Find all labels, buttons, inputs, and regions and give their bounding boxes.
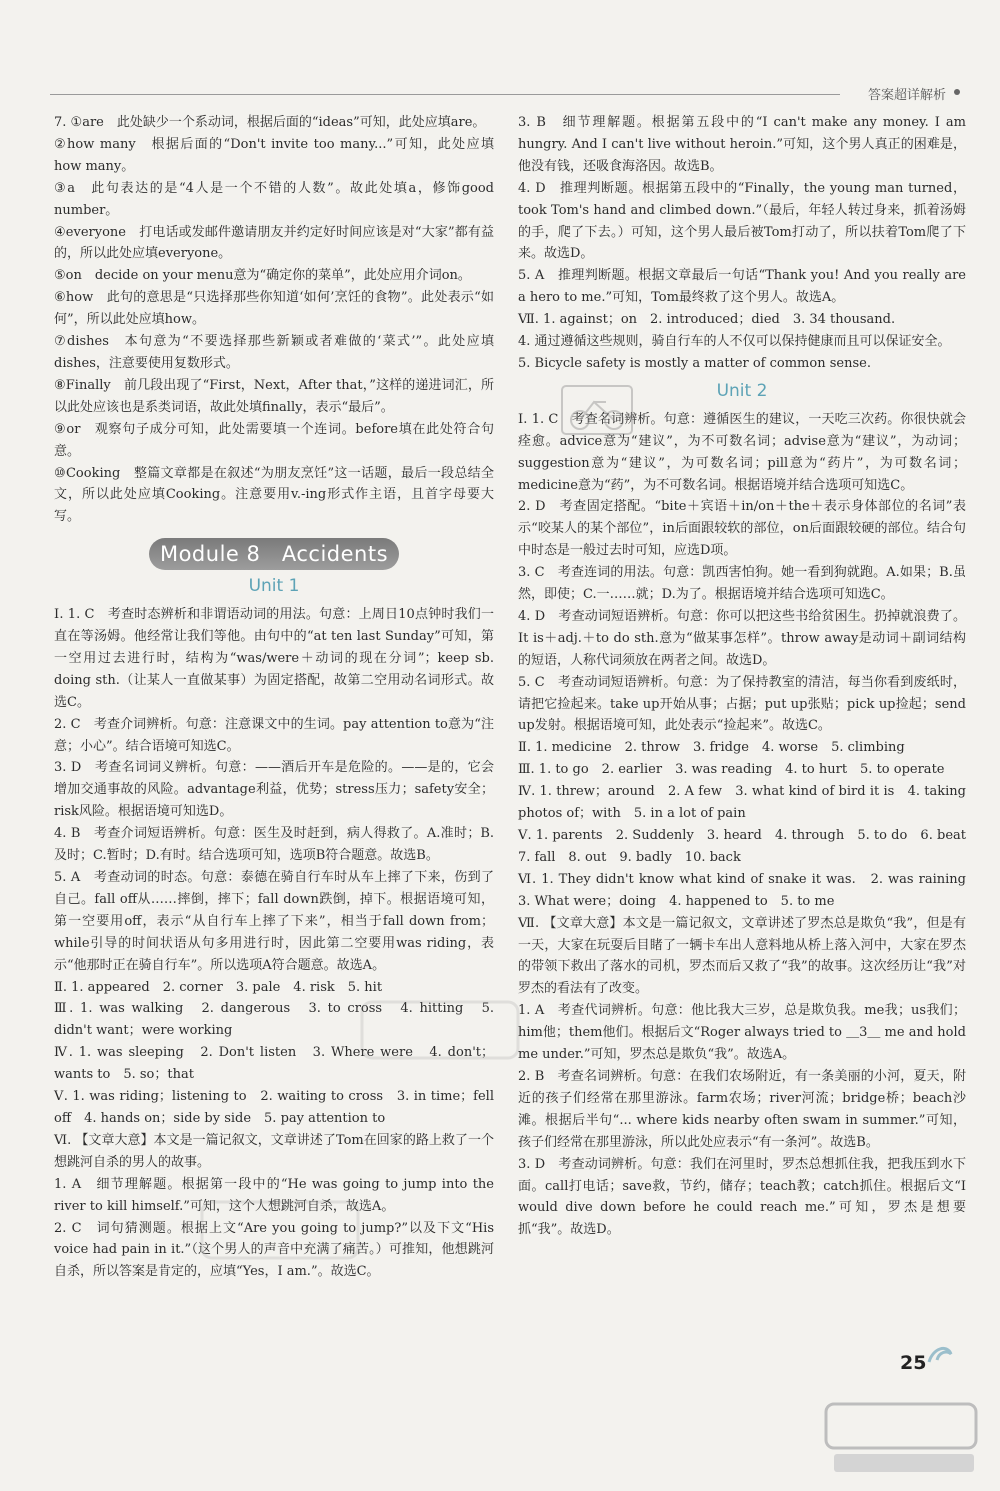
answer-paragraph: 5. Bicycle safety is mostly a matter of common sense.	[518, 355, 871, 371]
answer-paragraph: Ⅱ. 1. medicine 2. throw 3. fridge 4. worse 5. climbing	[518, 740, 905, 756]
answer-paragraph: ⑦dishes 本句意为“不要选择那些新颖或者难做的‘菜式’”。此处应填dishes，注意要使用复数形式。	[54, 334, 494, 371]
header-rule	[50, 94, 840, 95]
answer-paragraph: Ⅲ. 1. to go 2. earlier 3. was reading 4. to hurt 5. to operate	[518, 762, 945, 778]
answer-paragraph: Ⅶ. 1. against；on 2. introduced；died 3. 34 thousand.	[518, 312, 896, 328]
header-dot	[954, 89, 960, 95]
left-column	[54, 112, 494, 1283]
answer-paragraph: 3. D 考查名词词义辨析。句意：——酒后开车是危险的。——是的，它会增加交通事故的风险。advantage利益，优势；stress压力；safety安全；risk风险。根据语境可知选D。	[54, 760, 494, 820]
answer-paragraph: ③a 此句表达的是“4人是一个不错的人数”。故此处填a，修饰good number。	[54, 180, 494, 218]
watermark-stamp-icon	[360, 1000, 520, 1060]
decorative-swirl-icon	[925, 1340, 955, 1370]
answer-paragraph: 4. B 考查介词短语辨析。句意：医生及时赶到，病人得救了。A.准时；B.及时；C.暂时；D.有时。结合选项可知，选项B符合题意。故选B。	[54, 826, 494, 864]
answer-paragraph: 7. ①are 此处缺少一个系动词，根据后面的“ideas”可知，此处应填are。	[54, 115, 486, 130]
answer-paragraph: 5. A 推理判断题。根据文章最后一句话“Thank you! And you really are a hero to me.”可知，Tom最终救了这个男人。故选A。	[518, 268, 966, 306]
answer-paragraph: Ⅲ. 1. was walking 2. dangerous 3. to cross 4. hitting 5. didn't want；were working	[54, 1001, 494, 1039]
answer-paragraph: 2. D 考查固定搭配。“bite＋宾语＋in/on＋the＋表示身体部位的名词”表示“咬某人的某个部位”，in后面跟较软的部位，on后面跟较硬的部位。结合句中时态是一般过去时可知，应选D项。	[518, 499, 966, 559]
watermark-stamp-icon	[200, 1200, 360, 1260]
answer-paragraph: Ⅵ. 【文章大意】本文是一篇记叙文，文章讲述了Tom在回家的路上救了一个想跳河自杀的男人的故事。	[54, 1132, 494, 1170]
page-number: 25	[900, 1352, 927, 1374]
answer-paragraph: ②how many 根据后面的“Don't invite too many...”可知，此处应填how many。	[54, 136, 494, 174]
answer-paragraph: 2. C 词句猜测题。根据上文“Are you going to jump?”以及下文“His voice had pain in it.”（这个男人的声音中充满了痛苦。）可推知，他想跳河自杀，所以答案是肯定的，应填“Yes，I am.”。故选C。	[54, 1220, 494, 1280]
answer-paragraph: ⑤on decide on your menu意为“确定你的菜单”，此处应用介词on。	[54, 268, 471, 284]
answer-paragraph: Ⅶ. 【文章大意】本文是一篇记叙文，文章讲述了罗杰总是欺负“我”，但是有一天，大家在玩耍后目睹了一辆卡车出人意料地从桥上落入河中，大家在罗杰的带领下救出了落水的司机，罗杰而后又救了“我”的故事。这次经历让“我”对罗杰的看法有了改变。	[518, 915, 966, 997]
answer-paragraph: ⑥how 此句的意思是“只选择那些你知道‘如何’烹饪的食物”。此处表示“如何”，所以此处应填how。	[54, 290, 494, 328]
section-label: 答案超详解析	[867, 88, 946, 103]
answer-paragraph: Ⅰ. 1. C 考查时态辨析和非谓语动词的用法。句意：上周日10点钟时我们一直在等汤姆。他经常让我们等他。由句中的“at ten last Sunday”可知，第一空用过去进行时，结构为“was/were＋动词的现在分词”；keep sb. doing sth.（让某人一直做某事）为固定搭配，故第二空用动名词形式。故选C。	[54, 607, 494, 710]
answer-paragraph: 3. C 考查连词的用法。句意：凯西害怕狗。她一看到狗就跑。A.如果；B.虽然，即使；C.一……就；D.为了。根据语境并结合选项可知选C。	[518, 565, 966, 603]
answer-paragraph: 1. A 细节理解题。根据第一段中的“He was going to jump into the river to kill himself.”可知，这个人想跳河自杀，故选A。	[54, 1176, 494, 1214]
answer-paragraph: 2. B 考查名词辨析。句意：在我们农场附近，有一条美丽的小河，夏天，附近的孩子们经常在那里游泳。farm农场；river河流；bridge桥；beach沙滩。根据后半句“... where kids nearby often swam in summer.”可知，孩子们经常在那里游泳，所以此处应表示“有一条河”。故选B。	[518, 1068, 966, 1150]
answer-paragraph: Ⅳ. 1. was sleeping 2. Don't listen 3. Where were 4. don't；wants to 5. so；that	[54, 1045, 494, 1083]
page-header	[50, 80, 960, 104]
answer-paragraph: 2. C 考查介词辨析。句意：注意课文中的生词。pay attention to意为“注意；小心”。结合语境可知选C。	[54, 716, 494, 754]
answer-paragraph: ⑧Finally 前几段出现了“First，Next，After that，”这样的递进词汇，所以此处应该也是系类词语，故此处填finally，表示“最后”。	[54, 377, 494, 415]
answer-paragraph: 4. D 考查动词短语辨析。句意：你可以把这些书给贫困生。扔掉就浪费了。It is＋adj.＋to do sth.意为“做某事怎样”。throw away是动词＋副词结构的短语，人称代词须放在两者之间。故选D。	[518, 608, 966, 668]
bike-safety-stamp-icon	[558, 380, 636, 440]
right-column	[518, 112, 980, 1241]
answer-paragraph: Ⅴ. 1. parents 2. Suddenly 3. heard 4. through 5. to do 6. beat 7. fall 8. out 9. badly 10. back	[518, 828, 980, 865]
answer-paragraph: Ⅵ. 1. They didn't know what kind of snake it was. 2. was raining 3. What were；doing 4. happened to 5. to me	[518, 871, 980, 909]
answer-paragraph: ④everyone 打电话或发邮件邀请朋友并约定好时间应该是对“大家”都有益的，所以此处应填everyone。	[54, 224, 494, 262]
answer-paragraph: Ⅳ. 1. threw；around 2. A few 3. what kind of bird it is 4. taking photos of；with 5. in a lot of pain	[518, 784, 966, 822]
unit-title: Unit 1	[248, 576, 300, 597]
answer-paragraph: 5. C 考查动词短语辨析。句意：为了保持教室的清洁，每当你看到废纸时，请把它捡起来。take up开始从事；占据；put up张贴；pick up捡起；send up发射。根据语境可知，此处表示“捡起来”。故选C。	[518, 674, 966, 734]
unit-title: Unit 2	[716, 380, 768, 401]
answer-paragraph: 3. D 考查动词辨析。句意：我们在河里时，罗杰总想抓住我，把我压到水下面。call打电话；save救，节约，储存；teach教；catch抓住。根据后文“I would dive down before he could reach me.”可知，罗杰是想要抓“我”。故选D。	[518, 1156, 966, 1238]
watermark-logo-icon	[820, 1398, 990, 1478]
answer-paragraph: Ⅴ. 1. was riding；listening to 2. waiting to cross 3. in time；fell off 4. hands on；side by side 5. pay attention to	[54, 1089, 494, 1126]
answer-paragraph: 4. D 推理判断题。根据第五段中的“Finally，the young man turned，took Tom's hand and climbed down.”（最后，年轻人转过身来，抓着汤姆的手，爬了下去。）可知，这个男人最后被Tom打动了，所以扶着Tom爬了下来。故选D。	[518, 180, 966, 262]
answer-paragraph: 5. A 考查动词的时态。句意：泰德在骑自行车时从车上摔了下来，伤到了自己。fall off从……摔倒，摔下；fall down跌倒，掉下。根据语境可知，第一空要用off，表示“从自行车上摔了下来”，相当于fall down from；while引导的时间状语从句多用进行时，因此第二空要用was riding，表示“他那时正在骑自行车”。所以选项A符合题意。故选A。	[54, 870, 494, 973]
answer-paragraph: ⑨or 观察句子成分可知，此处需要填一个连词。before填在此处符合句意。	[54, 421, 494, 459]
answer-paragraph: Ⅰ. 1. C 考查名词辨析。句意：遵循医生的建议，一天吃三次药。你很快就会痊愈。advice意为“建议”，为不可数名词；advise意为“建议”，为动词；suggestion意为“建议”，为可数名词；pill意为“药片”，为可数名词；medicine意为“药”，为不可数名词。根据语境并结合选项可知选C。	[518, 411, 966, 493]
answer-paragraph: Ⅱ. 1. appeared 2. corner 3. pale 4. risk 5. hit	[54, 979, 383, 995]
answer-paragraph: 1. A 考查代词辨析。句意：他比我大三岁，总是欺负我。me我；us我们；him他；them他们。根据后文“Roger always tried to ＿3＿ me and hold me under.”可知，罗杰总是欺负“我”。故选A。	[518, 1003, 966, 1063]
answer-paragraph: 3. B 细节理解题。根据第五段中的“I can't make any money. I am hungry. And I can't live without heroin.”可知，这个男人真正的困难是，他没有钱，还吸食海洛因。故选B。	[518, 115, 966, 174]
answer-paragraph: 4. 通过遵循这些规则，骑自行车的人不仅可以保持健康而且可以保证安全。	[518, 334, 951, 350]
answer-paragraph: ⑩Cooking 整篇文章都是在叙述“为朋友烹饪”这一话题，最后一段总结全文，所以此处应填Cooking。注意要用v.-ing形式作主语，且首字母要大写。	[54, 465, 494, 525]
module-banner: Module 8 Accidents	[149, 538, 399, 570]
